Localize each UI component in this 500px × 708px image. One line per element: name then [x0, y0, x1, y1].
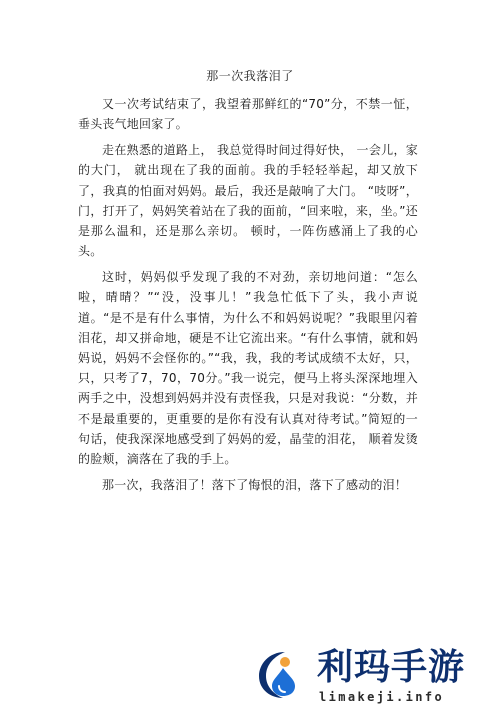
essay-title: 那一次我落泪了	[206, 69, 294, 83]
brand-url: limakeji.info	[319, 690, 445, 704]
essay-body	[78, 94, 418, 501]
brand-logo-icon	[255, 648, 307, 700]
paragraph-3: 这时，妈妈似乎发现了我的不对劲，亲切地问道：“怎么啦，晴晴？”“没，没事儿！”我急忙低下了头，我小声说道。“是不是有什么事情，为什么不和妈妈说呢？”我眼里闪着泪花，却又拼命地，硬是不让它流出来。“有什么事情，就和妈妈说，妈妈不会怪你的。”“我，我，我的考试成绩不太好，只，只，只考了7，70，70分。”我一说完，便马上将头深深地埋入两手之中，没想到妈妈并没有责怪我，只是对我说：“分数，并不是最重要的，更重要的是你有没有认真对待考试。”简短的一句话，使我深深地感受到了妈妈的爱，晶莹的泪花， 顺着发烫的脸颊，滴落在了我的手上。	[78, 270, 418, 467]
paragraph-2: 走在熟悉的道路上， 我总觉得时间过得好快， 一会儿，家的大门， 就出现在了我的面前。我的手轻轻举起，却又放下了，我真的怕面对妈妈。最后，我还是敲响了大门。 “吱呀”，门，打开了，妈妈笑着站在了我的面前，“回来啦，来，坐。”还是那么温和，还是那么亲切。 顿时，一阵伤感涌上了我的心头。	[78, 143, 418, 259]
brand-name: 利玛手游	[317, 647, 466, 688]
paragraph-4: 那一次，我落泪了！落下了悔恨的泪，落下了感动的泪！	[102, 478, 408, 493]
site-watermark	[255, 648, 495, 704]
paragraph-1: 又一次考试结束了，我望着那鲜红的“70”分，不禁一怔，垂头丧气地回家了。	[78, 97, 418, 132]
